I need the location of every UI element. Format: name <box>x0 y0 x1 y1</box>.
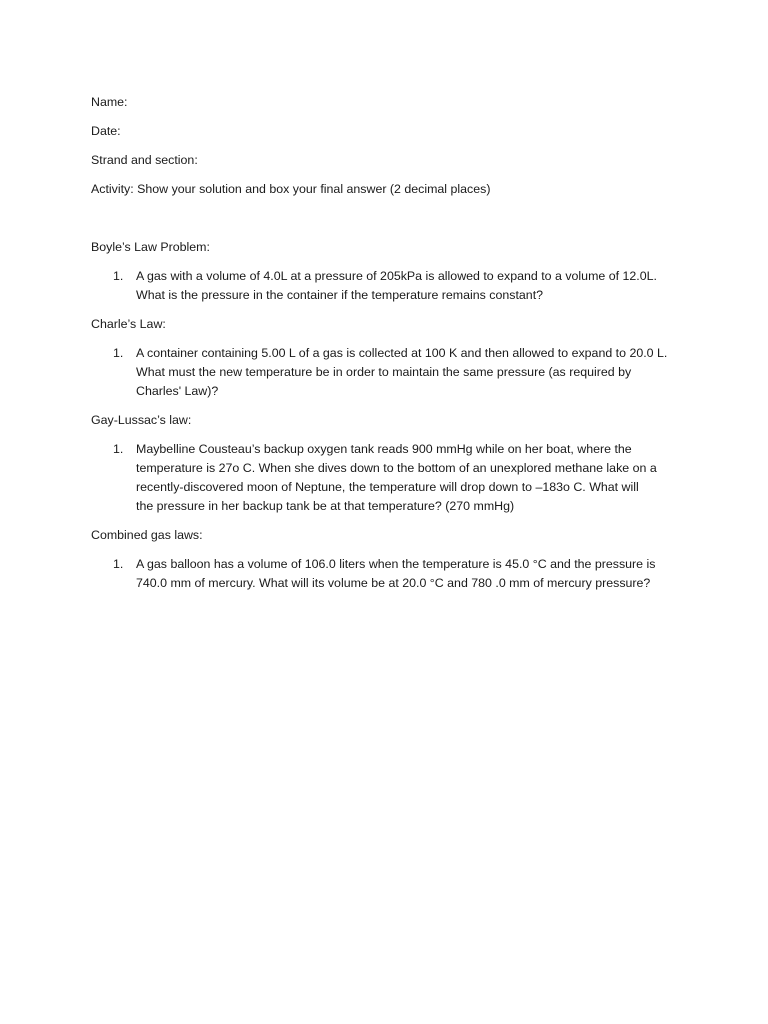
charles-law-problem-1 <box>91 344 681 401</box>
gay-lussacs-law-problem-1 <box>91 440 681 516</box>
problem-text-line: A gas with a volume of 4.0L at a pressure of 205kPa is allowed to expand to a volume of 12.0L. <box>136 269 657 283</box>
strand-section-field-label: Strand and section: <box>91 153 198 167</box>
boyles-law-problem-1 <box>91 267 681 305</box>
problem-text-line: recently-discovered moon of Neptune, the temperature will drop down to –183o C. What will <box>136 480 639 494</box>
problem-text <box>136 555 681 593</box>
problem-text-line: 740.0 mm of mercury. What will its volume be at 20.0 °C and 780 .0 mm of mercury pressure? <box>136 576 651 590</box>
problem-text-line: temperature is 27o C. When she dives down to the bottom of an unexplored methane lake on a <box>136 461 657 475</box>
combined-gas-laws-problem-1 <box>91 555 681 593</box>
charles-law-heading: Charle’s Law: <box>91 317 166 331</box>
boyles-law-heading: Boyle’s Law Problem: <box>91 240 210 254</box>
problem-text-line: What must the new temperature be in order to maintain the same pressure (as required by <box>136 365 632 379</box>
activity-instructions: Activity: Show your solution and box your final answer (2 decimal places) <box>91 182 491 196</box>
problem-text <box>136 267 681 305</box>
combined-gas-laws-heading: Combined gas laws: <box>91 528 203 542</box>
problem-text <box>136 440 681 516</box>
date-field-label: Date: <box>91 124 121 138</box>
problem-text-line: the pressure in her backup tank be at that temperature? (270 mmHg) <box>136 499 515 513</box>
worksheet-content <box>91 93 681 603</box>
problem-text-line: A gas balloon has a volume of 106.0 liters when the temperature is 45.0 °C and the pressure is <box>136 557 656 571</box>
problem-number: 1. <box>113 557 124 571</box>
problem-text-line: What is the pressure in the container if the temperature remains constant? <box>136 288 544 302</box>
problem-text <box>136 344 681 401</box>
name-field-label: Name: <box>91 95 128 109</box>
problem-number: 1. <box>113 346 124 360</box>
problem-number: 1. <box>113 442 124 456</box>
problem-text-line: Charles' Law)? <box>136 384 219 398</box>
gay-lussacs-law-heading: Gay-Lussac’s law: <box>91 413 192 427</box>
problem-text-line: Maybelline Cousteau’s backup oxygen tank reads 900 mmHg while on her boat, where the <box>136 442 632 456</box>
problem-number: 1. <box>113 269 124 283</box>
problem-text-line: A container containing 5.00 L of a gas is collected at 100 K and then allowed to expand to 20.0 L. <box>136 346 668 360</box>
